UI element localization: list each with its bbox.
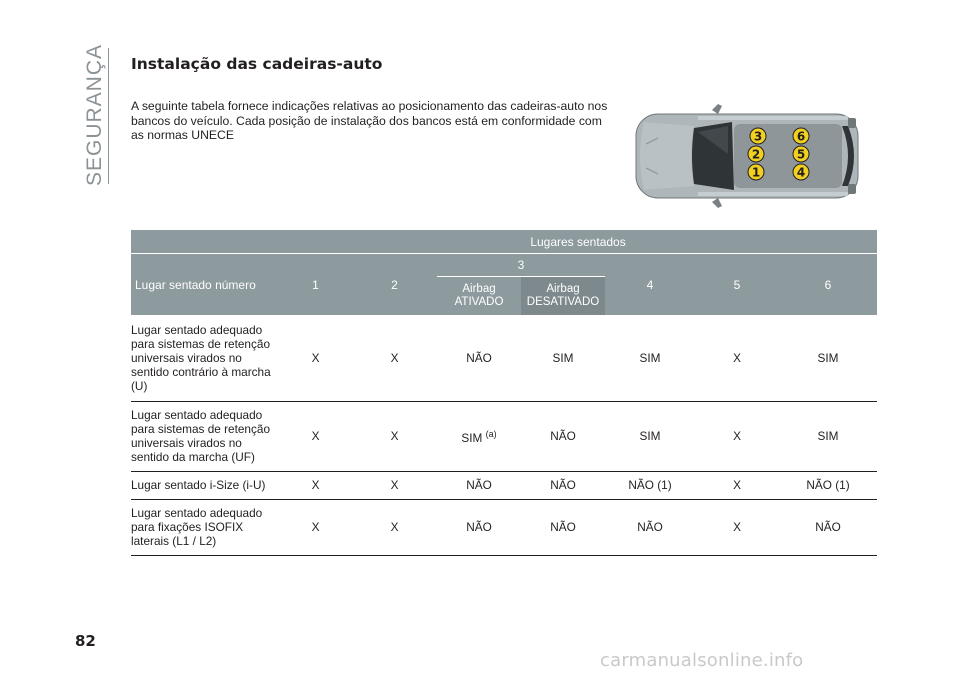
table-cell: NÃO — [779, 499, 877, 555]
table-cell: NÃO — [521, 471, 605, 499]
page-title: Instalação das cadeiras-auto — [131, 55, 383, 73]
table-cell: X — [279, 315, 352, 401]
header-group: Lugares sentados — [279, 230, 877, 254]
seat-3-marker — [750, 128, 766, 144]
seat-4-marker — [793, 164, 809, 180]
footnote-marker: (a) — [485, 429, 497, 440]
child-seat-table — [131, 230, 877, 556]
table-cell: NÃO — [437, 471, 521, 499]
table-cell: X — [279, 401, 352, 471]
seat-1-marker — [748, 164, 764, 180]
table-cell: SIM — [605, 315, 695, 401]
table-cell: X — [695, 401, 779, 471]
table-cell: X — [695, 499, 779, 555]
row-label: Lugar sentado i-Size (i-U) — [131, 471, 279, 499]
table-cell: NÃO (1) — [605, 471, 695, 499]
column-seat-3: 3 — [437, 254, 605, 277]
table-cell: NÃO (1) — [779, 471, 877, 499]
row-label: Lugar sentado adequado para sistemas de retenção universais virados no sentido contrário à marcha (U) — [131, 315, 279, 401]
svg-text:6: 6 — [796, 129, 806, 144]
table-cell: SIM — [521, 315, 605, 401]
column-seat-1: 1 — [279, 254, 352, 316]
table-cell: SIM — [779, 315, 877, 401]
seat-2-marker — [748, 146, 764, 162]
table-cell: X — [695, 471, 779, 499]
column-seat-2: 2 — [352, 254, 437, 316]
car-seat-diagram — [632, 104, 880, 208]
table-cell: NÃO — [605, 499, 695, 555]
table-cell — [437, 401, 521, 471]
subcolumn-airbag-off: Airbag DESATIVADO — [521, 277, 605, 316]
table-cell: X — [695, 315, 779, 401]
column-seat-6: 6 — [779, 254, 877, 316]
table-cell: X — [352, 499, 437, 555]
svg-text:2: 2 — [751, 147, 761, 162]
table-row — [131, 471, 877, 499]
row-label: Lugar sentado adequado para sistemas de retenção universais virados no sentido da marcha (UF) — [131, 401, 279, 471]
cell-value: SIM — [461, 430, 483, 445]
row-header: Lugar sentado número — [131, 254, 279, 316]
section-divider — [108, 48, 109, 184]
column-seat-4: 4 — [605, 254, 695, 316]
header-spacer — [131, 230, 279, 254]
row-label: Lugar sentado adequado para fixações ISOFIX laterais (L1 / L2) — [131, 499, 279, 555]
table-row — [131, 401, 877, 471]
svg-text:3: 3 — [753, 129, 763, 144]
table-cell: NÃO — [437, 315, 521, 401]
section-label: SEGURANÇA — [83, 43, 106, 187]
seat-5-marker — [793, 146, 809, 162]
table-cell: SIM — [605, 401, 695, 471]
table-cell: X — [352, 315, 437, 401]
table-cell: NÃO — [521, 401, 605, 471]
table-cell: X — [279, 471, 352, 499]
svg-text:5: 5 — [796, 147, 806, 162]
table-cell: SIM — [779, 401, 877, 471]
seat-6-marker — [793, 128, 809, 144]
table-cell: NÃO — [521, 499, 605, 555]
svg-text:4: 4 — [796, 165, 806, 180]
intro-paragraph: A seguinte tabela fornece indicações relativas ao posicionamento das cadeiras-auto nos bancos do veículo. Cada posição de instalação dos bancos está em conformidade com as normas UNECE — [131, 99, 608, 142]
column-seat-5: 5 — [695, 254, 779, 316]
subcolumn-airbag-on: Airbag ATIVADO — [437, 277, 521, 316]
page-number: 82 — [75, 632, 96, 650]
svg-text:1: 1 — [751, 165, 761, 180]
table-cell: X — [352, 401, 437, 471]
table-cell: X — [352, 471, 437, 499]
table-cell: X — [279, 499, 352, 555]
table-cell: NÃO — [437, 499, 521, 555]
watermark[interactable]: carmanualsonline.info — [600, 650, 804, 671]
table-row — [131, 315, 877, 401]
table-row — [131, 499, 877, 555]
